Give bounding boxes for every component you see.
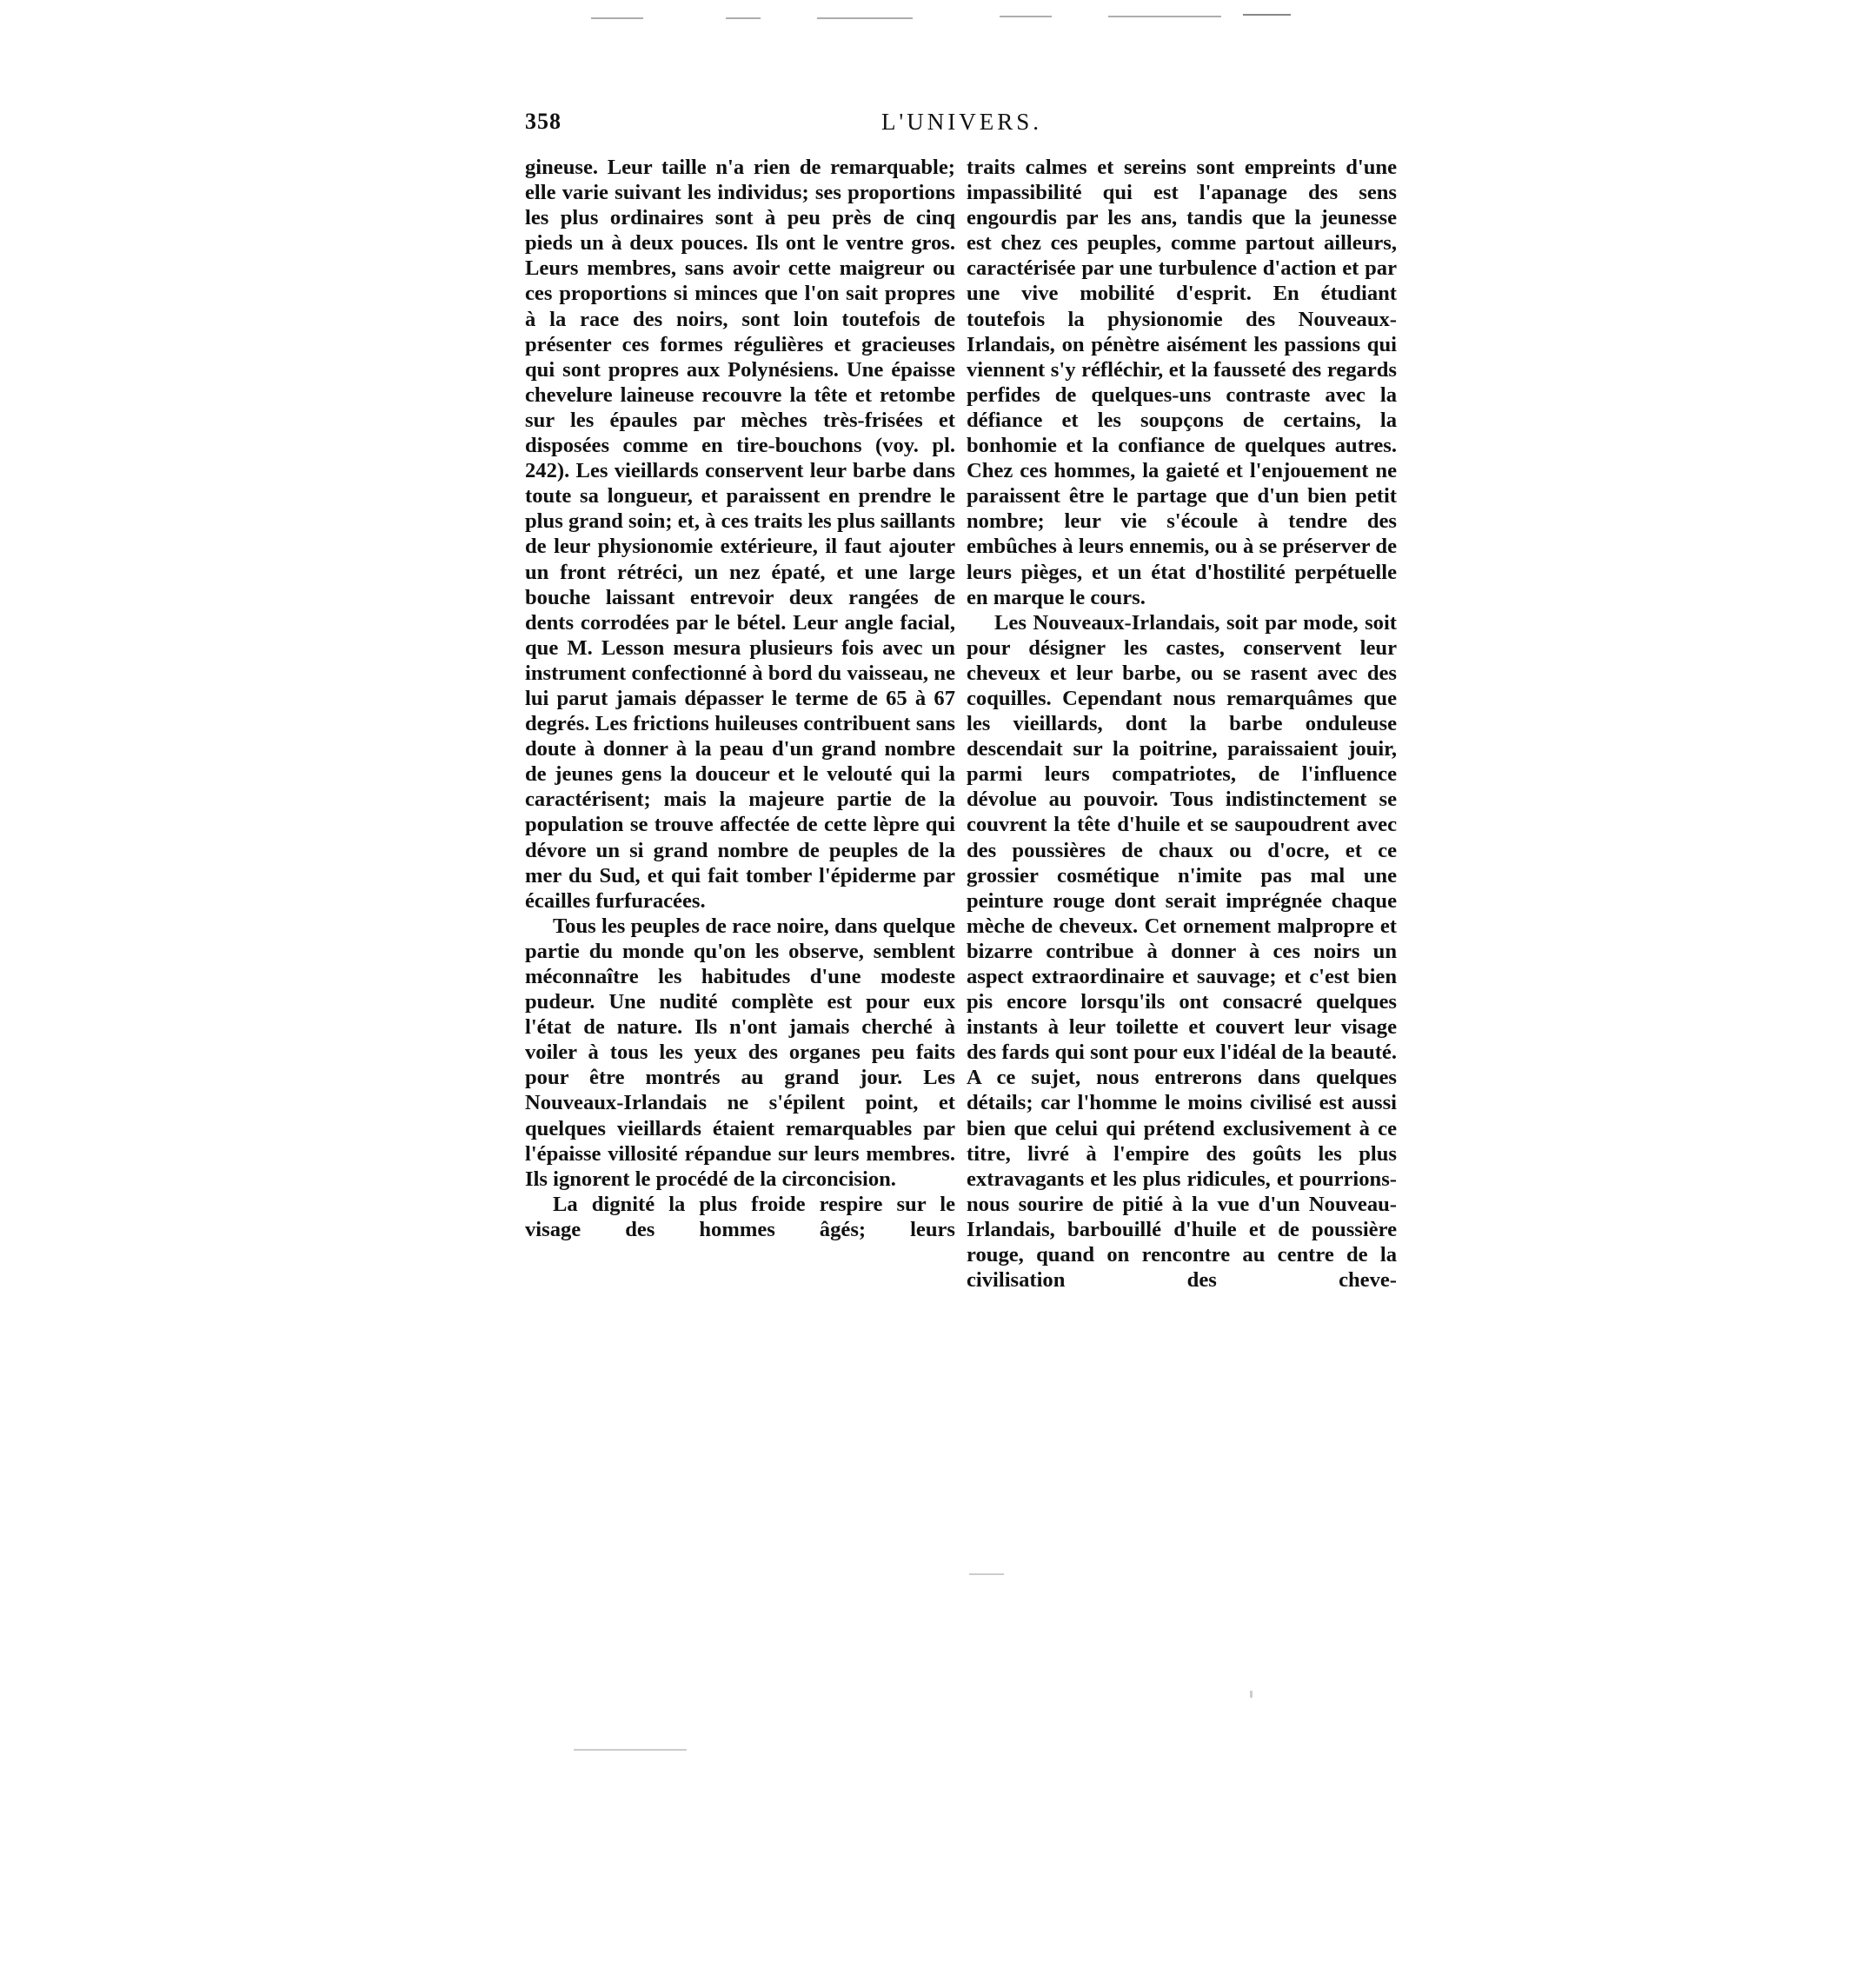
right-text-column [967, 155, 1397, 1293]
scan-speck [1250, 1691, 1253, 1698]
paragraph: Tous les peuples de race noire, dans quelque partie du monde qu'on les observe, semblent méconnaître les habitudes d'une modeste pudeur. Une nudité complète est pour eux l'état de nature. Ils n'ont jamais cherché à voiler à tous les yeux des organes peu faits pour être montrés au grand jour. Les Nouveaux-Irlandais ne s'épilent point, et quelques vieillards étaient remarquables par l'épaisse villosité répandue sur leurs membres. Ils ignorent le procédé de la circoncision. [525, 914, 955, 1191]
scan-speck [574, 1749, 687, 1751]
scan-artifact-rule [1000, 16, 1052, 17]
scan-artifact-rule [726, 17, 761, 19]
paragraph: traits calmes et sereins sont empreints d'une impassibilité qui est l'apanage des sens engourdis par les ans, tandis que la jeunesse est chez ces peuples, comme partout ailleurs, caractérisée par une turbulence d'action et par une vive mobilité d'esprit. En étudiant toutefois la physionomie des Nouveaux-Irlandais, on pénètre aisément les passions qui viennent s'y réfléchir, et la fausseté des regards perfides de quelques-uns contraste avec la défiance et les soupçons de certains, la bonhomie et la confiance de quelques autres. Chez ces hommes, la gaieté et l'enjouement ne paraissent être le partage que d'un bien petit nombre; leur vie s'écoule à tendre des embûches à leurs ennemis, ou à se préserver de leurs pièges, et un état d'hostilité perpétuelle en marque le cours. [967, 156, 1397, 609]
running-title: L'UNIVERS. [880, 109, 1043, 135]
paragraph: La dignité la plus froide respire sur le visage des hommes âgés; leurs [525, 1192, 955, 1241]
paragraph: Les Nouveaux-Irlandais, soit par mode, soit pour désigner les castes, conservent leur cheveux et leur barbe, ou se rasent avec des coquilles. Cependant nous remarquâmes que les vieillards, dont la barbe onduleuse descendait sur la poitrine, paraissaient jouir, parmi leurs compatriotes, de l'influence dévolue au pouvoir. Tous indistinctement se couvrent la tête d'huile et se saupoudrent avec des poussières de chaux ou d'ocre, et ce grossier cosmétique n'imite pas mal une peinture rouge dont serait imprégnée chaque mèche de cheveux. Cet ornement malpropre et bizarre contribue à donner à ces noirs un aspect extraordinaire et sauvage; et c'est bien pis encore lorsqu'ils ont consacré quelques instants à leur toilette et couvert leur visage des fards qui sont pour eux l'idéal de la beauté. A ce sujet, nous entrerons dans quelques détails; car l'homme le moins civilisé est aussi bien que celui qui prétend exclusivement à ce titre, livré à l'empire des goûts les plus extravagants et les plus ridicules, et pourrions-nous sourire de pitié à la vue d'un Nouveau-Irlandais, barbouillé d'huile et de poussière rouge, quand on rencontre au centre de la civilisation des cheve- [967, 610, 1397, 1293]
left-text-column [525, 155, 955, 1242]
scan-artifact-rule [591, 17, 643, 19]
page-number: 358 [525, 109, 562, 134]
scan-artifact-rule [1243, 14, 1291, 16]
scan-artifact-rule [817, 17, 913, 19]
paragraph: gineuse. Leur taille n'a rien de remarquable; elle varie suivant les individus; ses proportions les plus ordinaires sont à peu près de cinq pieds un à deux pouces. Ils ont le ventre gros. Leurs membres, sans avoir cette maigreur ou ces proportions si minces que l'on sait propres à la race des noirs, sont loin toutefois de présenter ces formes régulières et gracieuses qui sont propres aux Polynésiens. Une épaisse chevelure laineuse recouvre la tête et retombe sur les épaules par mèches très-frisées et disposées comme en tire-bouchons (voy. pl. 242). Les vieillards conservent leur barbe dans toute sa longueur, et paraissent en prendre le plus grand soin; et, à ces traits les plus saillants de leur physionomie extérieure, il faut ajouter un front rétréci, un nez épaté, et une large bouche laissant entrevoir deux rangées de dents corrodées par le bétel. Leur angle facial, que M. Lesson mesura plusieurs fois avec un instrument confectionné à bord du vaisseau, ne lui parut jamais dépasser le terme de 65 à 67 degrés. Les frictions huileuses contribuent sans doute à donner à la peau d'un grand nombre de jeunes gens la douceur et le velouté qui la caractérisent; mais la majeure partie de la population se trouve affectée de cette lèpre qui dévore un si grand nombre de peuples de la mer du Sud, et qui fait tomber l'épiderme par écailles furfuracées. [525, 156, 955, 913]
scan-speck [969, 1573, 1004, 1575]
page-header [525, 109, 1399, 143]
scan-artifact-rule [1108, 16, 1221, 17]
